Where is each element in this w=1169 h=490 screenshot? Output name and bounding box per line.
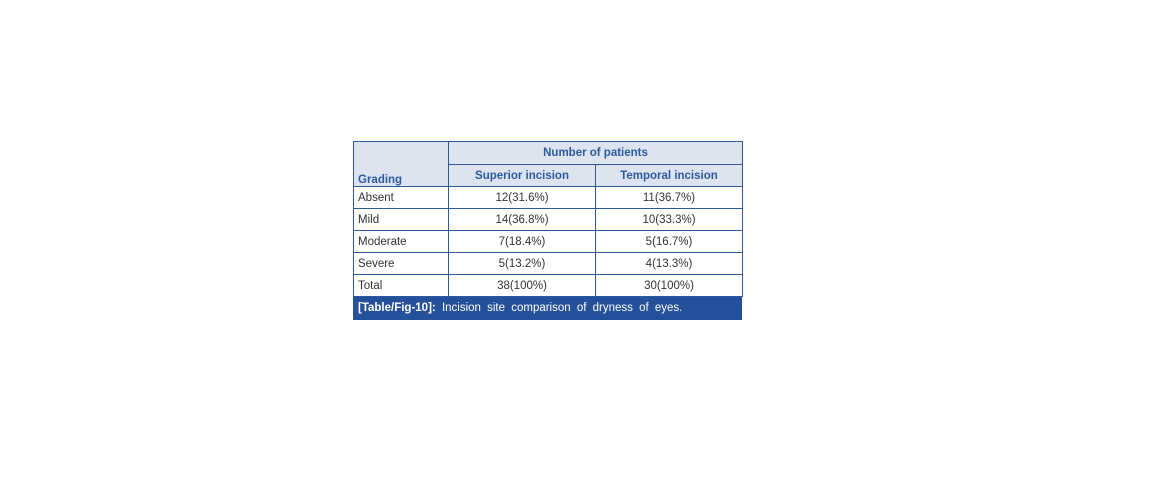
- row-label: Moderate: [354, 231, 449, 253]
- table-cell: 4(13.3%): [596, 253, 743, 275]
- table-cell: 30(100%): [596, 275, 743, 297]
- table-cell: 7(18.4%): [449, 231, 596, 253]
- column-header: Temporal incision: [596, 165, 743, 187]
- table-header: [354, 142, 743, 187]
- table-caption: [353, 297, 742, 320]
- table-cell: 5(13.2%): [449, 253, 596, 275]
- stub-header: Grading: [354, 142, 449, 187]
- table-cell: 12(31.6%): [449, 187, 596, 209]
- caption-text: Incision site comparison of dryness of eyes.: [441, 302, 683, 314]
- row-label: Total: [354, 275, 449, 297]
- table-row: [354, 275, 743, 297]
- table-body: [354, 187, 743, 297]
- row-label: Absent: [354, 187, 449, 209]
- data-table: [353, 141, 743, 297]
- table-figure: [353, 141, 742, 320]
- column-header: Superior incision: [449, 165, 596, 187]
- row-label: Mild: [354, 209, 449, 231]
- table-cell: 5(16.7%): [596, 231, 743, 253]
- table-row: [354, 231, 743, 253]
- table-row: [354, 187, 743, 209]
- row-label: Severe: [354, 253, 449, 275]
- table-row: [354, 253, 743, 275]
- table-row: [354, 209, 743, 231]
- table-cell: 10(33.3%): [596, 209, 743, 231]
- table-cell: 11(36.7%): [596, 187, 743, 209]
- group-header: Number of patients: [449, 142, 743, 165]
- table-cell: 38(100%): [449, 275, 596, 297]
- caption-label: [Table/Fig-10]:: [358, 302, 436, 314]
- table-cell: 14(36.8%): [449, 209, 596, 231]
